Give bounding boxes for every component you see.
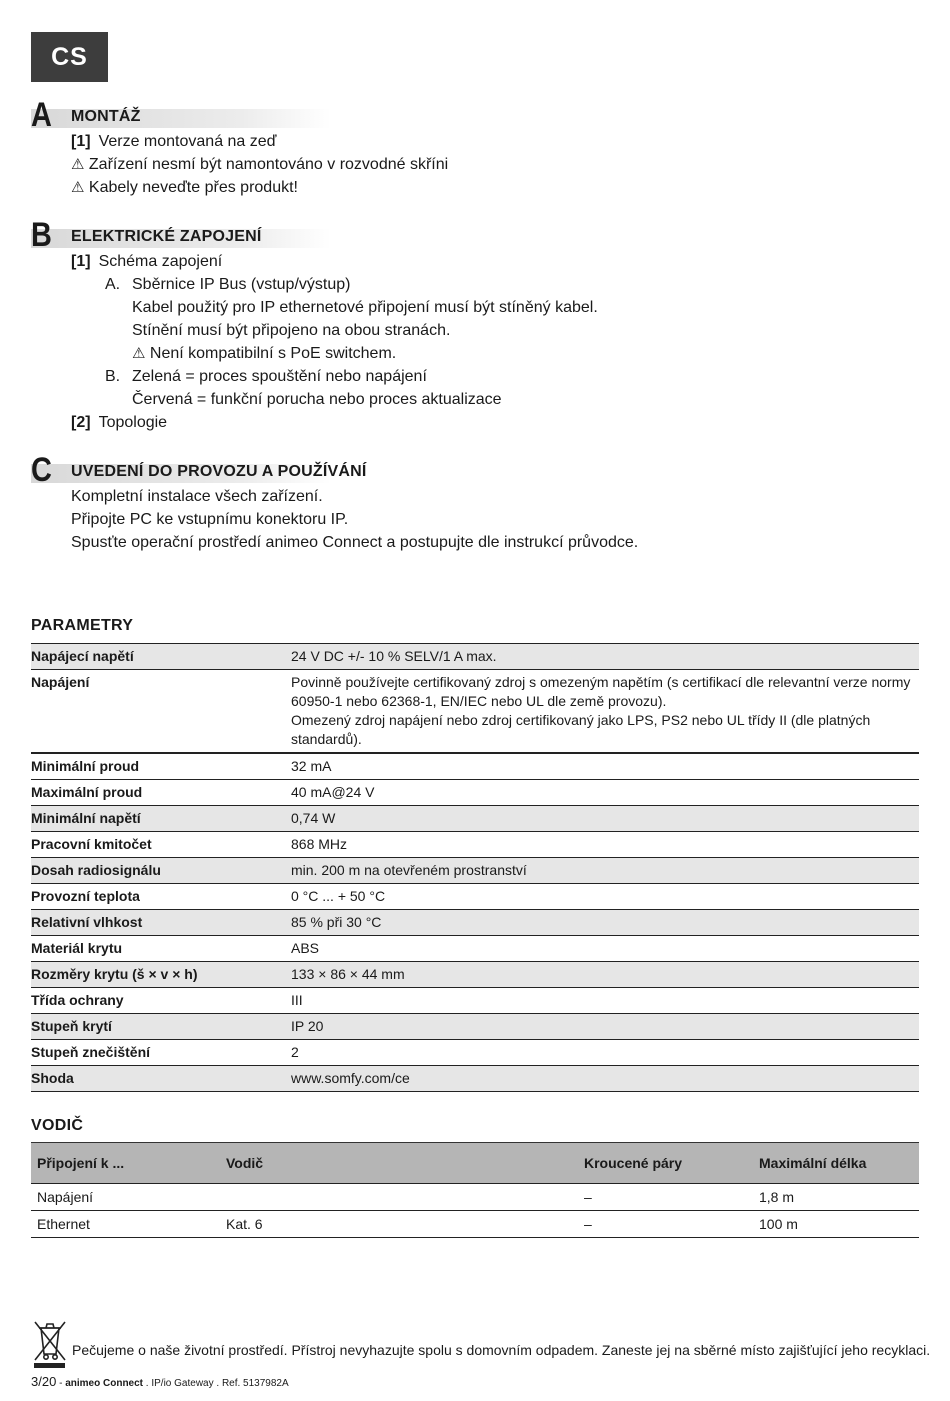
section-commissioning — [31, 453, 911, 563]
param-value-line: Povinně používejte certifikovaný zdroj s omezeným napětím (s certifikací dle relevantní verze normy 60950-1 nebo 62368-1, EN/IEC nebo UL dle země provozu). — [291, 674, 911, 709]
conductor-table — [31, 1142, 919, 1238]
param-value: 868 MHz — [291, 836, 348, 852]
item-number: [2] — [71, 414, 91, 431]
param-value: IP 20 — [291, 1018, 324, 1034]
table-row — [31, 1211, 919, 1238]
sub-item-b-line: Červená = funkční porucha nebo proces aktualizace — [132, 391, 502, 408]
table-row — [31, 670, 919, 754]
item-number: [1] — [71, 133, 91, 150]
product-brand: animeo Connect — [65, 1378, 144, 1389]
column-header: Kroucené páry — [578, 1143, 753, 1184]
conductor-title: VODIČ — [31, 1117, 84, 1134]
table-cell — [220, 1184, 578, 1211]
param-name: Relativní vlhkost — [31, 914, 143, 930]
param-name: Stupeň krytí — [31, 1018, 112, 1034]
footer-separator: - — [59, 1378, 63, 1389]
param-name: Rozměry krytu (š × v × h) — [31, 966, 198, 982]
table-row — [31, 753, 919, 780]
sub-item-a-line: Sběrnice IP Bus (vstup/výstup) — [132, 276, 351, 293]
sub-item-a-label: A. — [105, 276, 121, 293]
item-text: Verze montovaná na zeď — [98, 133, 277, 150]
param-name: Shoda — [31, 1070, 74, 1086]
param-name: Napájení — [31, 674, 90, 690]
warning-text: Kabely neveďte přes produkt! — [88, 179, 298, 196]
param-value-line: Omezený zdroj napájení nebo zdroj certifikovaný jako LPS, PS2 nebo UL třídy II (dle platných standardů). — [291, 712, 871, 747]
section-letter: A — [31, 96, 52, 134]
param-value: 0,74 W — [291, 810, 336, 826]
table-cell: 100 m — [753, 1211, 919, 1238]
wiring-item-2 — [71, 413, 167, 433]
warning-line — [71, 178, 298, 198]
param-name: Maximální proud — [31, 784, 143, 800]
commissioning-line: Spusťte operační prostředí animeo Connect a postupujte dle instrukcí průvodce. — [71, 534, 639, 551]
column-header: Vodič — [220, 1143, 578, 1184]
weee-recycling-icon — [31, 1318, 69, 1370]
language-badge: CS — [31, 32, 108, 82]
section-letter: B — [31, 216, 52, 254]
param-value: www.somfy.com/ce — [291, 1070, 410, 1086]
mounting-item-1 — [71, 132, 277, 152]
page-number: 3/20 — [31, 1374, 57, 1389]
page-footer — [31, 1374, 289, 1389]
param-name: Minimální napětí — [31, 810, 141, 826]
table-row — [31, 1066, 919, 1092]
param-value: 40 mA@24 V — [291, 784, 375, 800]
warning-line — [132, 344, 396, 364]
param-name: Stupeň znečištění — [31, 1044, 151, 1060]
section-wiring — [31, 218, 911, 438]
commissioning-line: Připojte PC ke vstupnímu konektoru IP. — [71, 511, 349, 528]
warning-icon: ⚠ — [71, 156, 85, 173]
section-title: UVEDENÍ DO PROVOZU A POUŽÍVÁNÍ — [71, 463, 367, 480]
environment-note: Pečujeme o naše životní prostředí. Přístroj nevyhazujte spolu s domovním odpadem. Zaneste jej na sběrné místo zajišťující jeho recyklaci. — [72, 1342, 931, 1358]
param-value: ABS — [291, 940, 320, 956]
table-row — [31, 884, 919, 910]
table-row — [31, 1014, 919, 1040]
param-value: 24 V DC +/- 10 % SELV/1 A max. — [291, 648, 497, 664]
table-cell: 1,8 m — [753, 1184, 919, 1211]
section-letter: C — [31, 451, 52, 489]
product-reference: . IP/io Gateway . Ref. 5137982A — [145, 1378, 289, 1389]
sub-item-b-line: Zelená = proces spouštění nebo napájení — [132, 368, 427, 385]
sub-item-a-line: Stínění musí být připojeno na obou stranách. — [132, 322, 451, 339]
table-header-row — [31, 1143, 919, 1184]
item-number: [1] — [71, 253, 91, 270]
table-row — [31, 936, 919, 962]
param-value: III — [291, 992, 303, 1008]
table-row — [31, 806, 919, 832]
item-text: Topologie — [98, 414, 168, 431]
table-row — [31, 1184, 919, 1211]
section-mounting — [31, 98, 911, 208]
table-row — [31, 988, 919, 1014]
table-row — [31, 780, 919, 806]
section-title: ELEKTRICKÉ ZAPOJENÍ — [71, 228, 262, 245]
param-value: 85 % při 30 °C — [291, 914, 382, 930]
param-value: 0 °C ... + 50 °C — [291, 888, 386, 904]
table-cell: – — [578, 1184, 753, 1211]
wiring-item-1 — [71, 252, 222, 272]
param-name: Provozní teplota — [31, 888, 140, 904]
warning-text: Není kompatibilní s PoE switchem. — [149, 345, 397, 362]
table-cell: – — [578, 1211, 753, 1238]
param-name: Třída ochrany — [31, 992, 124, 1008]
table-cell: Ethernet — [31, 1211, 220, 1238]
item-text: Schéma zapojení — [98, 253, 223, 270]
param-value — [291, 670, 919, 754]
column-header: Maximální délka — [753, 1143, 919, 1184]
table-row — [31, 644, 919, 670]
table-row — [31, 910, 919, 936]
param-name: Pracovní kmitočet — [31, 836, 152, 852]
param-value: 133 × 86 × 44 mm — [291, 966, 405, 982]
warning-text: Zařízení nesmí být namontováno v rozvodné skříni — [88, 156, 449, 173]
param-name: Materiál krytu — [31, 940, 123, 956]
table-row — [31, 1040, 919, 1066]
column-header: Připojení k ... — [31, 1143, 220, 1184]
parameters-table — [31, 643, 919, 1092]
parameters-title: PARAMETRY — [31, 617, 134, 634]
table-cell: Napájení — [31, 1184, 220, 1211]
warning-line — [71, 155, 448, 175]
param-value: 32 mA — [291, 758, 332, 774]
sub-item-a-line: Kabel použitý pro IP ethernetové připojení musí být stíněný kabel. — [132, 299, 598, 316]
table-row — [31, 858, 919, 884]
param-name: Minimální proud — [31, 758, 140, 774]
param-name: Napájecí napětí — [31, 648, 134, 664]
table-row — [31, 832, 919, 858]
param-value: 2 — [291, 1044, 299, 1060]
table-cell: Kat. 6 — [220, 1211, 578, 1238]
sub-item-b-label: B. — [105, 368, 121, 385]
warning-icon: ⚠ — [71, 179, 85, 196]
section-title: MONTÁŽ — [71, 108, 141, 125]
param-value: min. 200 m na otevřeném prostranství — [291, 862, 527, 878]
commissioning-line: Kompletní instalace všech zařízení. — [71, 488, 323, 505]
warning-icon: ⚠ — [132, 345, 146, 362]
table-row — [31, 962, 919, 988]
param-name: Dosah radiosignálu — [31, 862, 161, 878]
